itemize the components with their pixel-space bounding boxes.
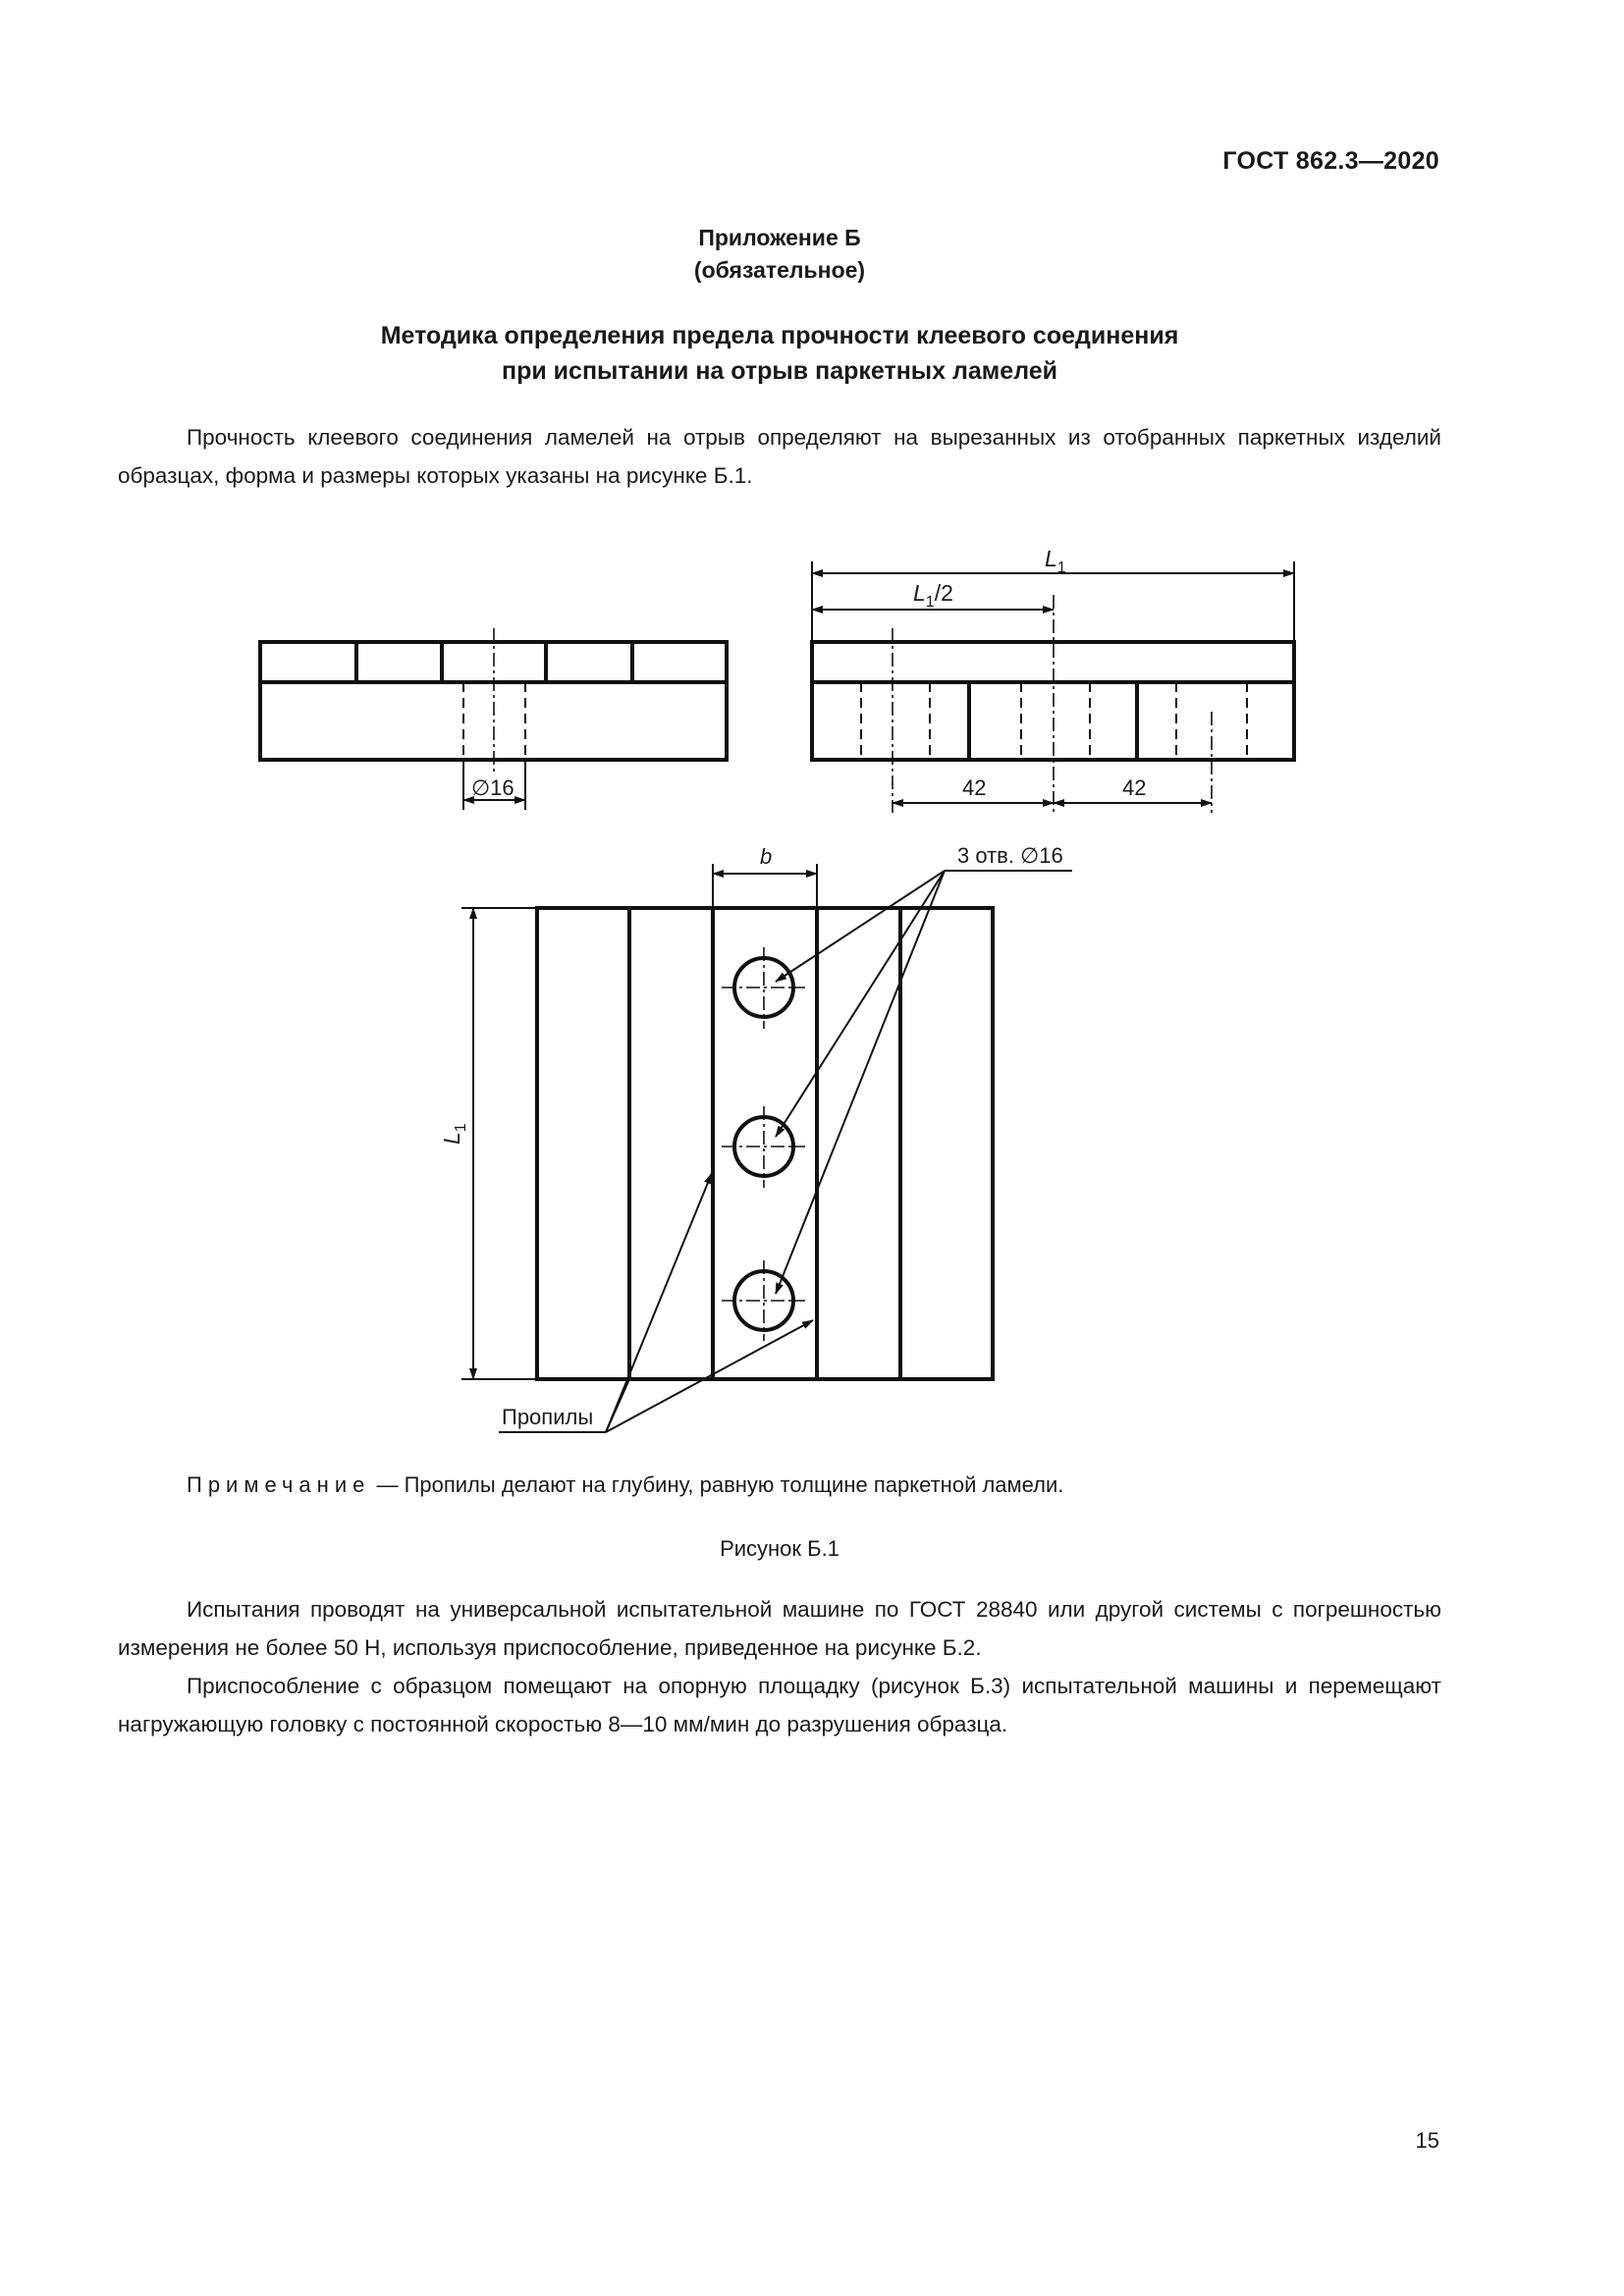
page-number: 15 — [1415, 2128, 1439, 2153]
hole-1 — [722, 947, 805, 1029]
cuts-label: Пропилы — [502, 1405, 594, 1429]
figure-note — [187, 1472, 1063, 1498]
document-code: ГОСТ 862.3—2020 — [1222, 147, 1439, 175]
hole-3 — [722, 1260, 805, 1341]
dimension-42-left: 42 — [962, 775, 987, 800]
testing-paragraph: Испытания проводят на универсальной испытательной машине по ГОСТ 28840 или другой системы с погрешностью измерения не более 50 Н, используя приспособление, приведенное на рисунке Б.2. — [118, 1597, 1441, 1660]
overall-length-label: $L_1$ — [1045, 546, 1066, 576]
annex-status: (обязательное) — [693, 257, 866, 283]
left-section-view — [260, 628, 727, 810]
note-text: — Пропилы делают на глубину, равную толщине паркетной ламели. — [370, 1472, 1064, 1497]
fixture-paragraph: Приспособление с образцом помещают на опорную площадку (рисунок Б.3) испытательной машины и перемещают нагружающую головку с постоянной скоростью 8—10 мм/мин до разрушения образца. — [118, 1674, 1441, 1736]
note-label: Примечание — [187, 1472, 371, 1497]
holes-label: 3 отв. ∅16 — [957, 843, 1063, 868]
section-title-line-1: Методика определения предела прочности клеевого соединения — [380, 322, 1179, 349]
figure-caption: Рисунок Б.1 — [720, 1536, 839, 1561]
plan-length-label: $L_1$ — [439, 1123, 469, 1145]
hole-2 — [722, 1106, 805, 1188]
plan-view — [439, 843, 1072, 1432]
dimension-42-right: 42 — [1122, 775, 1147, 800]
section-title-line-2: при испытании на отрыв паркетных ламелей — [501, 357, 1058, 385]
diameter-label: ∅16 — [471, 775, 514, 800]
half-length-label: $L_1/2$ — [913, 580, 953, 611]
annex-title: Приложение Б — [698, 225, 861, 250]
width-label: b — [760, 844, 773, 869]
intro-paragraph: Прочность клеевого соединения ламелей на отрыв определяют на вырезанных из отобранных паркетных изделий образцах, форма и размеры которых указаны на рисунке Б.1. — [118, 425, 1441, 488]
right-section-view — [812, 546, 1294, 813]
